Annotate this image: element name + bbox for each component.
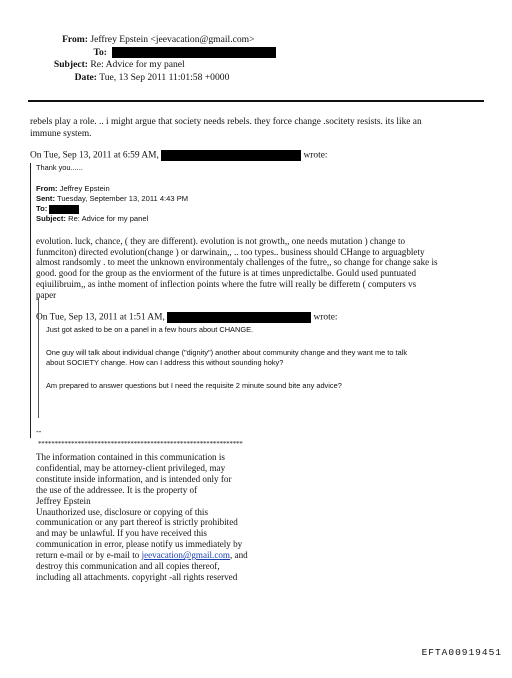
header-date-row [30,72,276,85]
disclaimer-line: the use of the addressee. It is the property of [36,484,198,495]
thank-you-line: Thank you...... [36,163,83,172]
signature-dashes: -- [36,427,42,436]
redaction-box [112,47,276,58]
quote2-line: Am prepared to answer questions but I need the requisite 2 minute sound bite any advice? [46,380,342,390]
disclaimer-return-line [36,550,248,561]
disclaimer-line: communication in error, please notify us immediately by [36,539,243,550]
quoted-subject-value: Re: Advice for my panel [68,214,149,223]
quote2-wrote: wrote: [313,312,338,323]
quoted-sent-value: Tuesday, September 13, 2011 4:43 PM [56,194,189,203]
quoted-sent-row [36,194,188,204]
quoted-sent-label: Sent: [36,194,55,203]
quote1-body [36,236,438,300]
date-label: Date: [74,71,97,83]
from-label: From: [62,34,88,45]
disclaimer-line: and may be unlawful. If you have received this [36,528,207,539]
quoted-subject-row [36,214,188,224]
document-id: EFTA00919451 [421,647,502,658]
quote2-line: about SOCIETY change. How can I address this without sounding hoky? [46,358,284,367]
redaction-box [49,205,79,214]
date-value: Tue, 13 Sep 2011 11:01:58 +0000 [99,71,230,83]
header-to-row [30,47,276,60]
quoted-from-label: From: [36,184,58,193]
return-prefix: return e-mail or by e-mail to [36,550,142,561]
quote2-line: One guy will talk about individual change ("dignity") another about community change and they want me to talk [46,347,408,357]
quote2-body [46,325,407,391]
body-line: good. good for the group as the enviorment of the future is at times unpredictalbe. Gould used puntuated [36,268,417,279]
quoted-from-row [36,184,188,194]
from-value: Jeffrey Epstein <jeevacation@gmail.com> [90,34,255,45]
reply-line: immune system. [30,128,92,139]
redaction-box [161,150,301,161]
disclaimer-line: including all attachments. copyright -all rights reserved [36,571,238,582]
quote1-wrote: wrote: [303,150,328,161]
to-label: To: [93,46,107,58]
disclaimer-line: confidential, may be attorney-client privileged, may [36,462,226,473]
disclaimer-line: destroy this communication and all copies thereof, [36,561,220,572]
quoted-from-value: Jeffrey Epstein [59,184,110,193]
quoted-to-label: To: [36,204,48,213]
header-divider [28,100,484,102]
return-suffix: , and [229,550,248,561]
disclaimer-line: Jeffrey Epstein [36,495,91,506]
quote1-on-prefix: On Tue, Sep 13, 2011 at 6:59 AM, [30,150,159,161]
quoted-subject-label: Subject: [36,214,66,223]
header-from-row [30,34,276,47]
reply-line: rebels play a role. .. i might argue that society needs rebels. they force change .socitety resists. its like an [30,117,422,127]
quoted-to-row [36,204,188,214]
email-link[interactable]: jeevacation@gmail.com [141,550,230,561]
subject-value: Re: Advice for my panel [90,59,185,71]
quoted-header [36,184,188,224]
redaction-box [167,312,311,323]
reply-body [30,117,422,140]
quote2-on-prefix: On Tue, Sep 13, 2011 at 1:51 AM, [36,312,165,323]
body-line: almost randsomly . to meet the unknown environmentaly challenges of the futre,, so change for change sake is [36,257,438,268]
disclaimer-line: constitute inside information, and is intended only for [36,473,232,484]
disclaimer-line: Unauthorized use, disclosure or copying of this [36,506,208,517]
body-line: eqiuilibruim,, as inthe moment of inflection points where the futre will really be differetn ( computers vs [36,278,417,289]
email-header [30,34,276,84]
quote1-bar [30,163,31,438]
quote1-attribution [30,150,327,161]
header-subject-row [30,59,276,72]
quote2-line: Just got asked to be on a panel in a few hours about CHANGE. [46,325,254,334]
body-line: evolution. luck, chance, ( they are different). evolution is not growth,, one needs mutation ) change to [36,236,406,246]
disclaimer [36,452,248,583]
disclaimer-line: The information contained in this communication is [36,452,225,462]
body-line: funmciton) directed evolution(change ) or darwinain,, .. too types.. business should CHange to arguagblety [36,246,425,257]
subject-label: Subject: [53,59,88,71]
quote2-attribution [36,312,337,323]
signature-stars: ************************************************************** [38,440,243,448]
quote2-bar [38,298,39,418]
body-line: paper [36,289,57,300]
disclaimer-line: communication or any part thereof is strictly prohibited [36,517,238,528]
